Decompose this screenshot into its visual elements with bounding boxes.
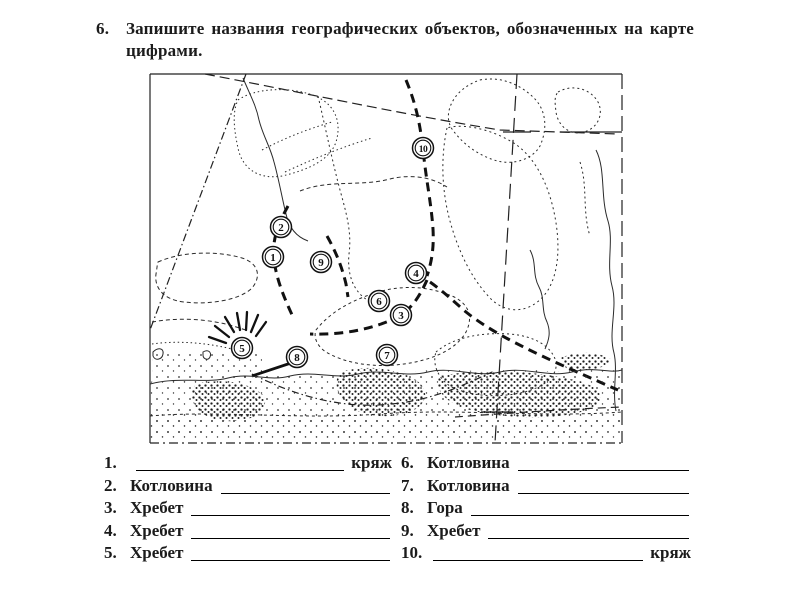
answer-number: 5. [104,542,117,562]
answer-blank-2[interactable] [221,477,390,494]
answer-blank-9[interactable] [488,522,689,539]
answer-number: 6. [401,453,414,473]
answer-blank-1[interactable] [136,454,344,471]
svg-text:7: 7 [384,350,390,362]
answer-number: 3. [104,498,117,518]
answer-label: Котловина [427,475,510,495]
map-marker-9 [311,252,332,273]
answer-row-4 [104,518,392,540]
svg-text:3: 3 [398,310,404,322]
answer-row-6 [401,451,691,473]
map-marker-5 [232,338,253,359]
answer-blank-3[interactable] [191,499,390,516]
answer-row-5 [104,541,392,563]
svg-text:1: 1 [270,252,276,264]
answer-blank-7[interactable] [518,477,689,494]
map-marker-4 [406,263,427,284]
svg-text:6: 6 [376,296,382,308]
answer-number: 9. [401,520,414,540]
map-marker-6 [369,291,390,312]
answer-number: 8. [401,498,414,518]
answer-label: Котловина [130,475,213,495]
answer-row-3 [104,496,392,518]
answer-number: 1. [104,453,117,473]
task-text: Запишите названия географических объектов, обозначенных на карте цифрами. [126,19,694,60]
map-marker-3 [391,305,412,326]
answer-number: 10. [401,542,423,562]
answer-label: Хребет [130,498,184,518]
map-markers [232,138,434,368]
answer-label: Гора [427,498,463,518]
answer-row-2 [104,473,392,495]
map-marker-7 [377,345,398,366]
answers-left-column [104,451,392,563]
task-number: 6. [96,19,110,38]
svg-text:10: 10 [418,145,428,155]
map-marker-10 [413,138,434,159]
answer-number: 2. [104,475,117,495]
map-marker-8 [287,347,308,368]
answer-row-1 [104,451,392,473]
answers-right-column [401,451,691,563]
answer-row-10 [401,541,691,563]
svg-text:5: 5 [239,343,245,355]
answer-blank-5[interactable] [191,544,390,561]
answer-blank-6[interactable] [518,454,689,471]
svg-text:2: 2 [278,222,284,234]
answer-suffix: кряж [351,453,392,473]
answer-number: 7. [401,475,414,495]
map-marker-1 [263,247,284,268]
answer-label: Хребет [130,520,184,540]
map-marker-2 [271,217,292,238]
answer-suffix: кряж [650,542,691,562]
svg-text:8: 8 [294,352,300,364]
answer-row-9 [401,518,691,540]
answer-blank-8[interactable] [471,499,689,516]
svg-text:4: 4 [413,268,419,280]
answer-blank-4[interactable] [191,522,390,539]
svg-text:9: 9 [318,257,324,269]
answer-label: Хребет [130,542,184,562]
answer-label: Хребет [427,520,481,540]
answer-row-7 [401,473,691,495]
answer-blank-10[interactable] [433,544,643,561]
answer-row-8 [401,496,691,518]
answer-number: 4. [104,520,117,540]
answer-label: Котловина [427,453,510,473]
